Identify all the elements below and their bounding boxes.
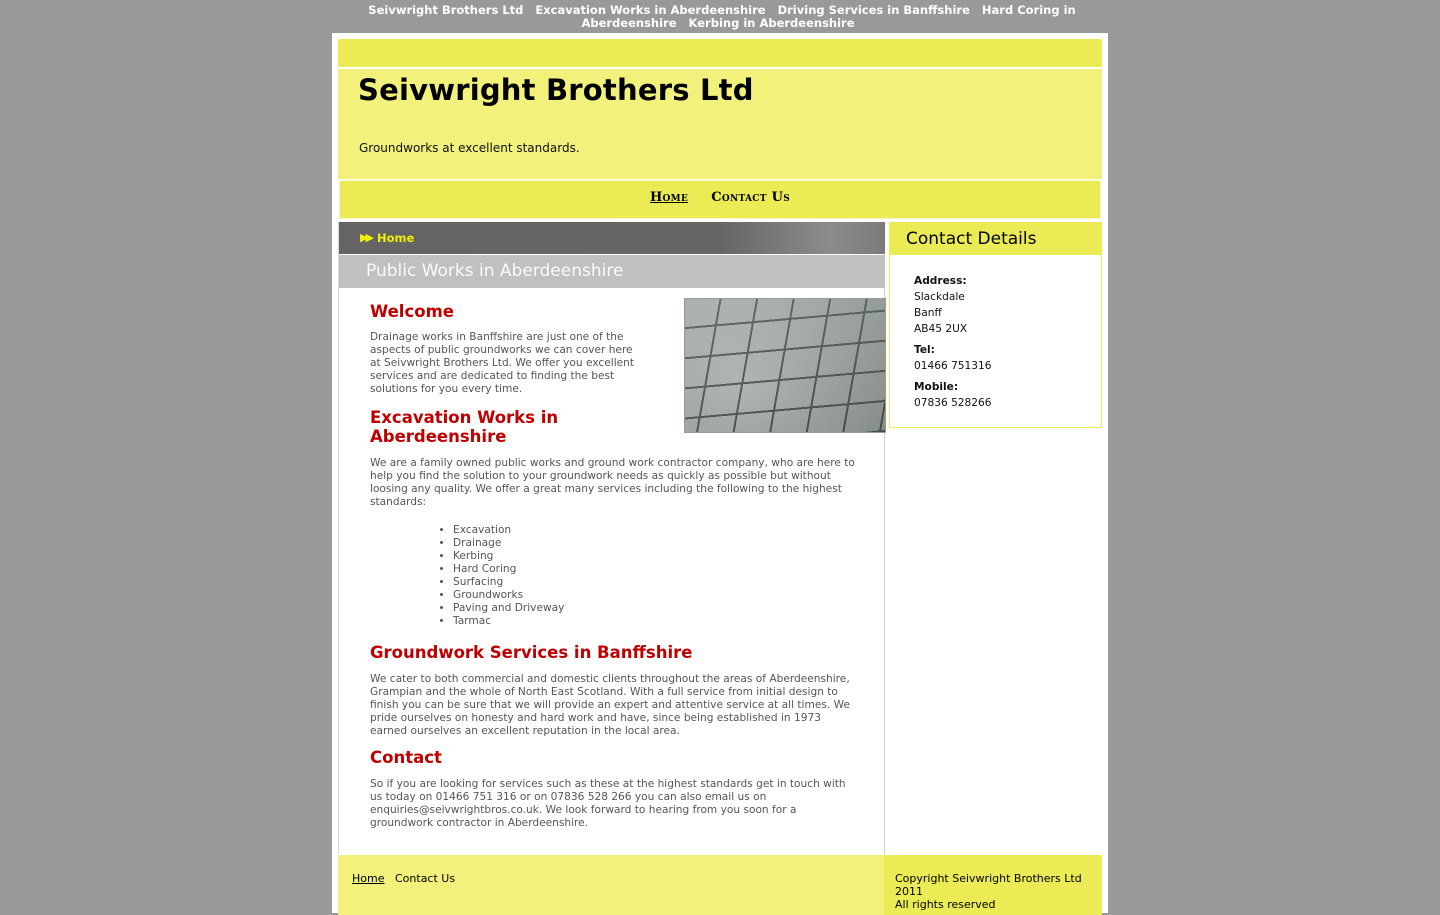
excavation-heading: Excavation Works in Aberdeenshire [370, 408, 559, 446]
list-item: • Tarmac [453, 615, 856, 628]
top-link-home[interactable]: Seivwright Brothers Ltd [368, 3, 524, 17]
page-heading: Public Works in Aberdeenshire [366, 261, 624, 281]
top-link-driving[interactable]: Driving Services in Banffshire [777, 3, 970, 17]
groundwork-heading: Groundwork Services in Banffshire [370, 643, 693, 662]
main-content-column [338, 222, 885, 854]
page-heading-bar [339, 255, 885, 288]
breadcrumb-home[interactable]: Home [377, 231, 415, 245]
paving-photo [684, 298, 886, 433]
contact-details-panel [889, 222, 1102, 428]
contact-details-heading: Contact Details [906, 229, 1037, 249]
list-item: • Surfacing [453, 576, 856, 589]
list-item: • Paving and Driveway [453, 602, 856, 615]
footer-nav [338, 855, 884, 915]
address-line: Banff [914, 307, 942, 319]
site-title: Seivwright Brothers Ltd [358, 73, 754, 107]
footer-copyright [884, 855, 1102, 915]
top-link-hard-coring[interactable]: Hard Coring in Aberdeenshire [581, 3, 1076, 30]
contact-heading: Contact [370, 748, 442, 767]
excavation-text: We are a family owned public works and ground work contractor company, who are here to help you find the solution to your groundwork needs as quickly as possible but without loosing any quality. We offer a great many services including the following to the highest standards: [370, 457, 855, 508]
top-links-bar [340, 4, 1100, 30]
tel-label: Tel: [914, 344, 935, 356]
top-link-excavation[interactable]: Excavation Works in Aberdeenshire [535, 3, 766, 17]
contact-details-body [914, 273, 992, 411]
copyright-text: Copyright Seivwright Brothers Ltd 2011 [895, 872, 1082, 898]
contact-details-header [890, 223, 1101, 255]
mobile-label: Mobile: [914, 381, 959, 393]
main-nav [339, 180, 1101, 219]
list-item: • Groundworks [453, 589, 856, 602]
list-item: • Excavation [453, 524, 856, 537]
tel-value: 01466 751316 [914, 360, 992, 372]
double-arrow-icon: ▶▶ [360, 231, 371, 244]
rights-text: All rights reserved [895, 898, 996, 911]
welcome-text: Drainage works in Banffshire are just one of the aspects of public groundworks we can cover here at Seivwright Brothers Ltd. We offer you excellent services and are dedicated to finding the best solutions for you every time. [370, 331, 635, 395]
groundwork-text: We cater to both commercial and domestic clients throughout the areas of Aberdeenshire, Grampian and the whole of North East Scotland. With a full service from initial design to finish you can be sure that we will provide an expert and attentive service at all times. We pride ourselves on honesty and hard work and have, since being established in 1973 earned ourselves an excellent reputation in the local area. [370, 673, 850, 737]
welcome-heading: Welcome [370, 302, 454, 321]
list-item: • Hard Coring [453, 563, 856, 576]
contact-text: So if you are looking for services such as these at the highest standards get in touch with us today on 01466 751 316 or on 07836 528 266 you can also email us on enquiries@seivwrightbros.co.uk. We look forward to hearing from you soon for a groundwork contractor in Aberdeenshire. [370, 778, 846, 829]
services-list [370, 524, 856, 628]
address-line: Slackdale [914, 291, 965, 303]
nav-home[interactable]: Home [649, 190, 689, 205]
address-label: Address: [914, 275, 967, 287]
mobile-value: 07836 528266 [914, 397, 992, 409]
article [370, 302, 856, 830]
site-tagline: Groundworks at excellent standards. [359, 141, 580, 155]
top-link-kerbing[interactable]: Kerbing in Aberdeenshire [688, 16, 855, 30]
list-item: • Kerbing [453, 550, 856, 563]
page-container [332, 33, 1108, 913]
nav-contact-us[interactable]: Contact Us [711, 190, 791, 205]
footer-link-contact-us[interactable]: Contact Us [395, 872, 456, 885]
list-item: • Drainage [453, 537, 856, 550]
top-yellow-bar [338, 39, 1102, 67]
footer-link-home[interactable]: Home [352, 872, 385, 885]
site-header [338, 69, 1102, 179]
address-line: AB45 2UX [914, 323, 968, 335]
breadcrumb [339, 222, 885, 254]
